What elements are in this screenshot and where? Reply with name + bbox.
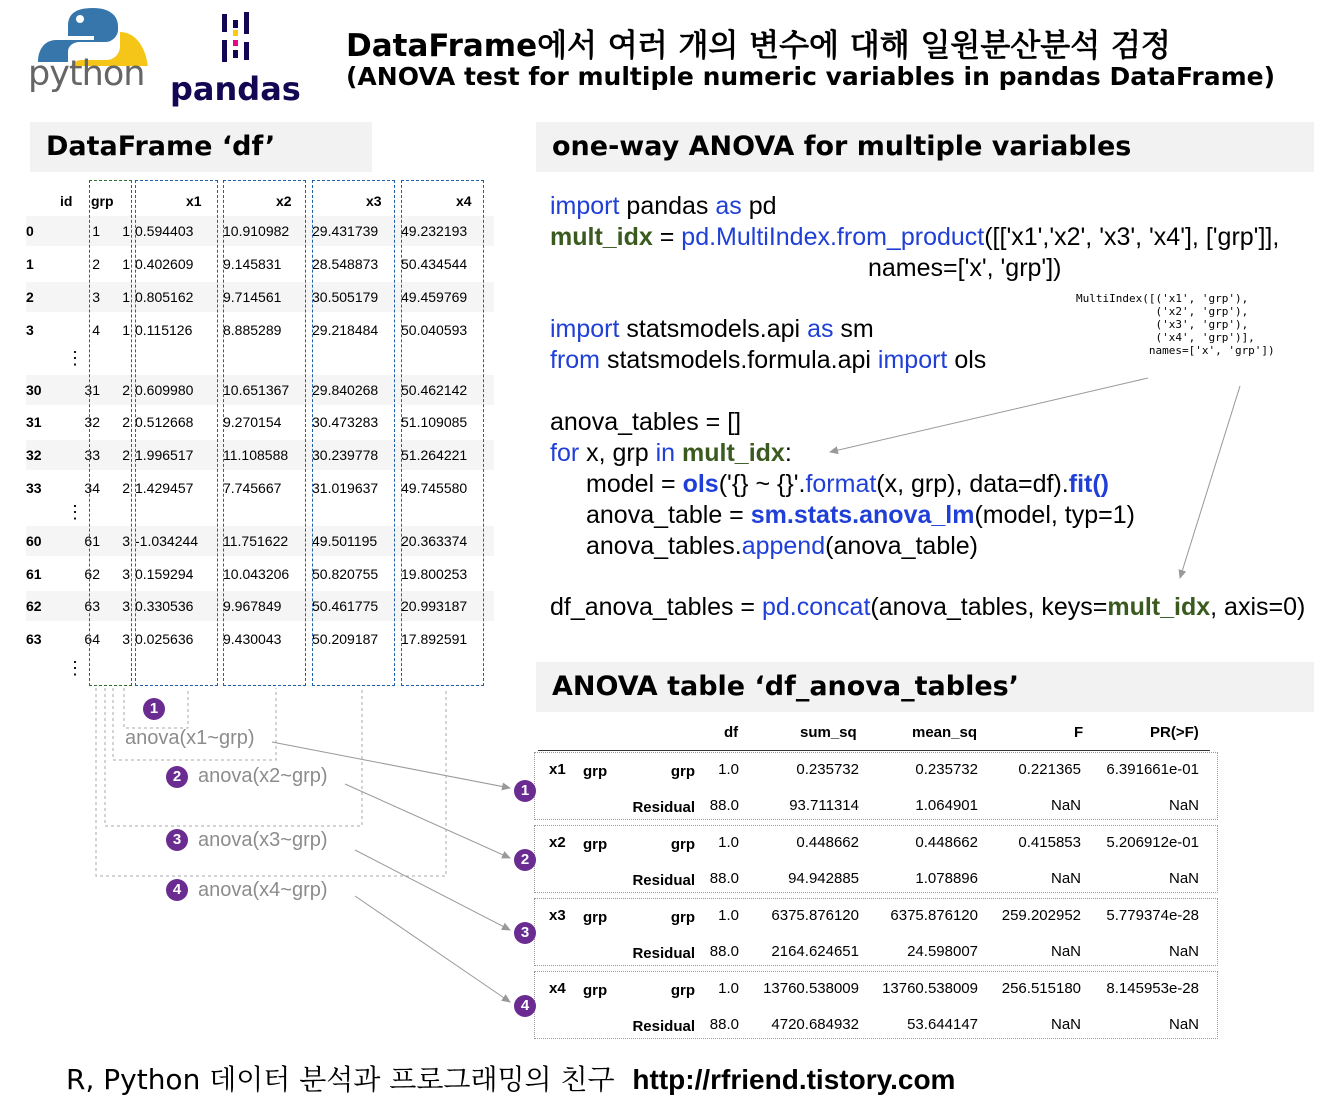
anova-row-label: Residual [632, 1018, 695, 1035]
anova-label-x4: anova(x4~grp) [198, 879, 328, 901]
anova-col-mean-sq: mean_sq [912, 724, 978, 741]
df-cell-grp: 1 [122, 289, 130, 305]
df-cell-x2: 11.751622 [223, 533, 289, 549]
df-cell-idx: 33 [26, 480, 42, 496]
df-cell-idx: 62 [26, 598, 42, 614]
anova-cell-mean-sq: 1.078896 [915, 870, 978, 887]
anova-cell-p: NaN [1168, 870, 1199, 887]
arrow-2 [345, 784, 510, 858]
anova-cell-mean-sq: 53.644147 [907, 1016, 978, 1033]
df-cell-x3: 29.431739 [312, 223, 379, 239]
df-cell-x4: 20.993187 [401, 598, 468, 614]
df-cell-grp: 3 [122, 566, 130, 582]
anova-row-label: Residual [632, 945, 695, 962]
anova-cell-df: 88.0 [709, 943, 739, 960]
df-col-x4: x4 [456, 193, 472, 209]
df-cell-x1: 0.025636 [135, 631, 194, 647]
df-col-id: id [60, 193, 73, 209]
df-cell-x2: 10.910982 [223, 223, 290, 239]
marker-table-3: 3 [514, 922, 536, 944]
df-cell-id: 32 [84, 414, 100, 430]
page-subtitle: (ANOVA test for multiple numeric variables in pandas DataFrame) [346, 62, 1276, 91]
df-cell-x2: 9.967849 [223, 598, 282, 614]
code-line-4: import statsmodels.api as sm [550, 315, 874, 343]
df-cell-idx: 31 [26, 414, 42, 430]
anova-cell-df: 1.0 [718, 907, 739, 924]
df-col-x1: x1 [186, 193, 202, 209]
df-cell-x3: 50.209187 [312, 631, 379, 647]
arrow-4 [355, 896, 510, 1002]
anova-row-label: grp [670, 982, 695, 999]
df-cell-x2: 8.885289 [223, 322, 282, 338]
marker-4: 4 [166, 879, 188, 901]
df-cell-x4: 50.462142 [401, 382, 468, 398]
anova-cell-df: 1.0 [718, 980, 739, 997]
code-line-2: mult_idx = pd.MultiIndex.from_product([['x1','x2', 'x3', 'x4'], ['grp']], [550, 223, 1280, 251]
anova-label-x3: anova(x3~grp) [198, 829, 328, 851]
anova-x-label: x3 [549, 907, 566, 924]
anova-grp-label: grp [583, 909, 608, 926]
df-cell-id: 33 [84, 447, 100, 463]
anova-cell-p: NaN [1168, 1016, 1199, 1033]
code-line-7: for x, grp in mult_idx: [550, 439, 792, 467]
anova-cell-mean-sq: 1.064901 [915, 797, 978, 814]
anova-cell-df: 88.0 [709, 1016, 739, 1033]
df-cell-x1: 0.115126 [135, 322, 193, 338]
anova-cell-mean-sq: 24.598007 [907, 943, 978, 960]
df-cell-id: 31 [84, 382, 100, 398]
df-cell-id: 2 [92, 256, 100, 272]
df-cell-grp: 1 [122, 223, 130, 239]
df-cell-idx: 2 [26, 289, 34, 305]
anova-cell-sum-sq: 6375.876120 [771, 907, 859, 924]
anova-cell-p: NaN [1168, 943, 1199, 960]
anova-col-pr: PR(>F) [1150, 724, 1199, 741]
anova-cell-sum-sq: 0.235732 [796, 761, 859, 778]
df-col-x2: x2 [276, 193, 292, 209]
anova-cell-f: NaN [1050, 1016, 1081, 1033]
anova-cell-df: 1.0 [718, 834, 739, 851]
df-cell-grp: 2 [122, 480, 130, 496]
df-ellipsis-2: ⋮ [66, 502, 84, 522]
anova-cell-df: 1.0 [718, 761, 739, 778]
arrow-multiindex-to-for [830, 378, 1148, 452]
df-cell-grp: 2 [122, 382, 130, 398]
df-cell-x3: 50.461775 [312, 598, 379, 614]
df-cell-x3: 30.239778 [312, 447, 379, 463]
df-cell-idx: 0 [26, 223, 34, 239]
df-cell-x3: 30.473283 [312, 414, 379, 430]
df-cell-grp: 2 [122, 447, 130, 463]
df-cell-x4: 49.232193 [401, 223, 468, 239]
df-cell-x1: 0.609980 [135, 382, 194, 398]
anova-x-label: x1 [549, 761, 566, 778]
df-cell-x3: 29.840268 [312, 382, 379, 398]
df-cell-x1: 0.330536 [135, 598, 194, 614]
df-cell-x2: 7.745667 [223, 480, 282, 496]
anova-cell-f: NaN [1050, 797, 1081, 814]
df-cell-idx: 63 [26, 631, 42, 647]
marker-table-4: 4 [514, 995, 536, 1017]
df-cell-x1: 0.512668 [135, 414, 194, 430]
code-section-title: one-way ANOVA for multiple variables [536, 122, 1314, 172]
anova-cell-sum-sq: 2164.624651 [771, 943, 859, 960]
anova-cell-p: 5.779374e-28 [1106, 907, 1199, 924]
df-cell-grp: 1 [122, 322, 130, 338]
anova-row-label: grp [670, 836, 695, 853]
anova-cell-mean-sq: 0.448662 [915, 834, 978, 851]
df-cell-x4: 49.459769 [401, 289, 468, 305]
anova-cell-sum-sq: 13760.538009 [763, 980, 859, 997]
df-cell-id: 1 [92, 223, 100, 239]
df-cell-x1: 1.996517 [135, 447, 194, 463]
df-cell-x1: 0.594403 [135, 223, 194, 239]
df-cell-idx: 30 [26, 382, 42, 398]
df-cell-x2: 9.270154 [223, 414, 282, 430]
anova-row-label: grp [670, 909, 695, 926]
df-cell-x3: 29.218484 [312, 322, 379, 338]
df-col-x3: x3 [366, 193, 382, 209]
code-line-11: df_anova_tables = pd.concat(anova_tables, keys=mult_idx, axis=0) [550, 593, 1306, 621]
df-cell-idx: 61 [26, 566, 42, 582]
df-cell-id: 64 [84, 631, 100, 647]
arrow-3 [355, 850, 510, 930]
anova-col-f: F [1074, 724, 1084, 741]
anova-col-sum-sq: sum_sq [800, 724, 857, 741]
page-title: DataFrame에서 여러 개의 변수에 대해 일원분산분석 검정 [346, 28, 1171, 64]
anova-cell-sum-sq: 4720.684932 [771, 1016, 859, 1033]
python-logo-text: python [28, 54, 145, 94]
df-cell-id: 62 [84, 566, 100, 582]
code-line-1: import pandas as pd [550, 192, 777, 220]
df-cell-x4: 49.745580 [401, 480, 468, 496]
df-cell-x3: 50.820755 [312, 566, 379, 582]
code-line-3: names=['x', 'grp']) [868, 254, 1062, 282]
df-cell-x2: 9.430043 [223, 631, 282, 647]
anova-section-title: ANOVA table ‘df_anova_tables’ [536, 662, 1314, 712]
anova-cell-p: 5.206912e-01 [1106, 834, 1199, 851]
df-col-grp: grp [91, 193, 114, 209]
anova-cell-f: NaN [1050, 943, 1081, 960]
df-cell-x4: 51.264221 [401, 447, 468, 463]
anova-cell-sum-sq: 93.711314 [789, 797, 859, 814]
anova-cell-sum-sq: 94.942885 [788, 870, 859, 887]
anova-cell-df: 88.0 [709, 797, 739, 814]
df-cell-grp: 1 [122, 256, 130, 272]
df-cell-x3: 31.019637 [312, 480, 379, 496]
df-cell-x2: 10.043206 [223, 566, 290, 582]
code-line-5: from statsmodels.formula.api import ols [550, 346, 987, 374]
df-cell-x2: 9.714561 [223, 289, 282, 305]
anova-grp-label: grp [583, 836, 608, 853]
df-cell-idx: 3 [26, 322, 34, 338]
anova-col-df: df [724, 724, 739, 741]
df-cell-x3: 49.501195 [312, 533, 378, 549]
df-cell-x1: 0.805162 [135, 289, 194, 305]
df-cell-x2: 10.651367 [223, 382, 290, 398]
df-cell-x3: 30.505179 [312, 289, 379, 305]
code-line-10: anova_tables.append(anova_table) [586, 532, 979, 560]
anova-cell-p: 8.145953e-28 [1106, 980, 1199, 997]
df-ellipsis-3: ⋮ [66, 658, 84, 678]
df-cell-x2: 9.145831 [223, 256, 282, 272]
marker-table-2: 2 [514, 849, 536, 871]
df-cell-idx: 1 [26, 256, 34, 272]
anova-grp-label: grp [583, 763, 608, 780]
df-cell-idx: 32 [26, 447, 42, 463]
df-cell-x4: 50.434544 [401, 256, 468, 272]
code-line-9: anova_table = sm.stats.anova_lm(model, typ=1) [586, 501, 1135, 529]
marker-table-1: 1 [514, 780, 536, 802]
df-cell-x1: -1.034244 [135, 533, 199, 549]
anova-cell-mean-sq: 6375.876120 [890, 907, 978, 924]
df-cell-id: 61 [84, 533, 100, 549]
df-cell-id: 34 [84, 480, 100, 496]
df-cell-x1: 0.402609 [135, 256, 194, 272]
marker-3: 3 [166, 829, 188, 851]
anova-cell-f: 256.515180 [1001, 980, 1081, 997]
footer-text: R, Python 데이터 분석과 프로그래밍의 친구 [66, 1063, 615, 1096]
anova-cell-df: 88.0 [709, 870, 739, 887]
marker-2: 2 [166, 766, 188, 788]
df-cell-id: 4 [92, 322, 100, 338]
df-section-title: DataFrame ‘df’ [30, 122, 372, 172]
anova-cell-p: NaN [1168, 797, 1199, 814]
df-cell-id: 63 [84, 598, 100, 614]
code-line-6: anova_tables = [] [550, 408, 742, 436]
anova-cell-p: 6.391661e-01 [1106, 761, 1199, 778]
code-line-8: model = ols('{} ~ {}'.format(x, grp), data=df).fit() [586, 470, 1109, 498]
anova-cell-sum-sq: 0.448662 [796, 834, 859, 851]
df-cell-x1: 0.159294 [135, 566, 194, 582]
anova-cell-f: 0.415853 [1018, 834, 1081, 851]
marker-1: 1 [143, 698, 165, 720]
df-cell-x4: 17.892591 [401, 631, 468, 647]
anova-cell-f: NaN [1050, 870, 1081, 887]
df-cell-x3: 28.548873 [312, 256, 379, 272]
df-cell-grp: 3 [122, 598, 130, 614]
anova-cell-f: 259.202952 [1001, 907, 1081, 924]
anova-row-label: Residual [632, 872, 695, 889]
multiindex-output-note: MultiIndex([('x1', 'grp'), ('x2', 'grp'), ('x3', 'grp'), ('x4', 'grp')], names=['x', 'grp']) [1076, 292, 1275, 357]
df-cell-x1: 1.429457 [135, 480, 194, 496]
df-cell-x4: 20.363374 [401, 533, 468, 549]
anova-cell-mean-sq: 13760.538009 [882, 980, 978, 997]
anova-cell-mean-sq: 0.235732 [915, 761, 978, 778]
anova-label-x1: anova(x1~grp) [125, 727, 255, 749]
df-cell-grp: 2 [122, 414, 130, 430]
anova-row-label: Residual [632, 799, 695, 816]
anova-label-x2: anova(x2~grp) [198, 765, 328, 787]
df-cell-idx: 60 [26, 533, 42, 549]
df-cell-grp: 3 [122, 631, 130, 647]
df-ellipsis-1: ⋮ [66, 348, 84, 368]
df-cell-x2: 11.108588 [223, 447, 289, 463]
anova-x-label: x2 [549, 834, 566, 851]
df-cell-id: 3 [92, 289, 100, 305]
arrow-multiindex-to-concat [1180, 386, 1240, 578]
anova-row-label: grp [670, 763, 695, 780]
df-cell-x4: 51.109085 [401, 414, 468, 430]
anova-cell-f: 0.221365 [1018, 761, 1081, 778]
df-cell-x4: 50.040593 [401, 322, 468, 338]
df-cell-x4: 19.800253 [401, 566, 468, 582]
pandas-logo-text: pandas [170, 70, 301, 108]
df-cell-grp: 3 [122, 533, 130, 549]
anova-grp-label: grp [583, 982, 608, 999]
anova-x-label: x4 [549, 980, 566, 997]
footer-url[interactable]: http://rfriend.tistory.com [632, 1064, 956, 1095]
footer [66, 1058, 955, 1098]
